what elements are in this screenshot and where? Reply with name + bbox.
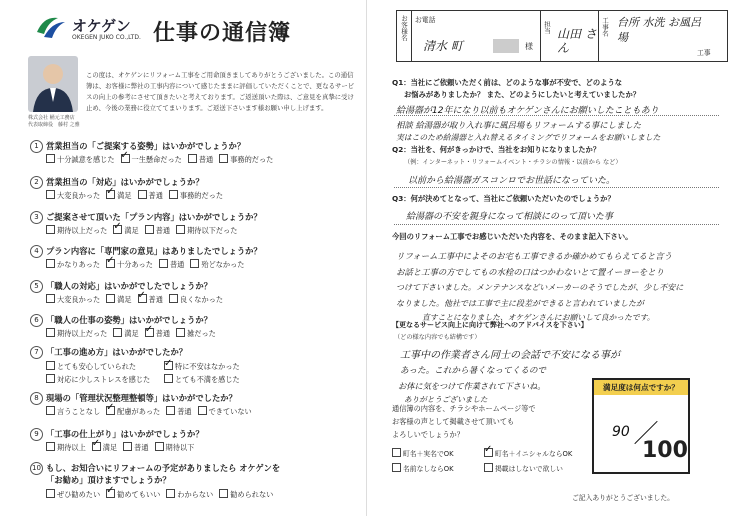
option-label: 大変良かった [57,295,101,304]
publish-option-label: 町名＋イニシャルならOK [495,450,573,458]
redacted-block [493,39,519,53]
intro-text: この度は、オケゲンにリフォーム工事をご用命頂きましてありがとうございました。この通信簿は、お客様に弊社の工事内容について感じたままに評価していただくことで、更なるサービスの向上の参考にさせて頂きたいと考えております。ご返送頂いた際は、ご意見を真摯に受け止め、今後の業務に役立ててまいります。ご返送下さいます様お願い申し上げます。 [86,71,355,112]
checkbox[interactable] [176,225,185,234]
question-number: 3 [30,211,43,224]
option-label: 十分誠意を感じた [57,155,115,164]
checkbox[interactable] [484,448,493,457]
checkbox[interactable] [46,374,55,383]
checkbox[interactable] [46,154,55,163]
checkbox[interactable] [166,406,175,415]
question-options [46,225,243,236]
customer-name: 清水 町 [423,39,463,53]
answer-4d: なりました。他社では工事で主に段差ができると言われていましたが [396,299,644,308]
option-label: 勧められない [230,490,274,499]
question-text: 「職人の対応」はいかがでしたでしょうか？ [46,281,212,291]
option-label: 満足 [117,295,132,304]
option-label: 殆どなかった [201,260,245,269]
answer-4b: お話と工事の方でしてもの水栓の口はつかわないとて置イーヨーをとり [396,267,664,277]
option-label: 普通 [177,407,192,416]
question-text: 営業担当の「ご提案する姿勢」はいかがでしょうか？ [46,141,246,151]
answer-4e: 直すことになりました、オケゲンさんにお願いして良かったです。 [422,313,655,322]
question-number: 1 [30,140,43,153]
checkbox[interactable] [188,154,197,163]
option-label: 満足 [102,443,118,452]
question-options [46,489,279,500]
score-label: 満足度は何点ですか？ [594,380,688,395]
option-item[interactable] [46,190,100,201]
checkbox[interactable] [392,463,401,472]
option-label: 期待以下だった [187,226,238,235]
option-label: ぜひ勧めたい [57,490,101,499]
q6-text-b: お客様の声として掲載させて頂いても [392,417,515,426]
option-label: 期待以下 [165,443,195,452]
checkbox[interactable] [198,406,207,415]
option-item[interactable] [113,225,138,236]
rule [394,187,719,188]
answer-3: 給湯器の不安を親身になって相談にのって頂いた事 [406,212,613,222]
page-title: 仕事の通信簿 [153,21,292,46]
checkbox[interactable] [138,190,147,199]
work-suffix: 工事 [697,49,711,57]
option-label: 配慮があった [117,407,161,416]
option-item[interactable] [46,154,115,165]
checkbox[interactable] [46,259,55,268]
question-options [46,190,229,201]
option-item[interactable] [123,442,148,453]
publish-option-1[interactable] [392,448,454,458]
option-label: 期待以上だった [57,329,108,338]
option-label: 普通 [148,295,163,304]
option-item[interactable] [138,294,163,305]
checkbox[interactable] [106,406,115,415]
checkbox[interactable] [155,442,164,451]
checkbox[interactable] [190,259,199,268]
option-item[interactable] [106,294,131,305]
answer-5a: 工事中の作業者さん同士の会話で不安になる事が [400,350,620,361]
brand-sub: OKEGEN JUKO CO.,LTD. [72,34,141,41]
question-text: 現場の「管理状況整理整頓等」はいかがでしたか？ [46,393,237,403]
option-label: 満足 [124,226,139,235]
option-item[interactable] [106,190,131,201]
q2-sub: （例：インターネット・リフォームイベント・チラシの情報・以前から など） [404,159,622,166]
checkbox[interactable] [92,442,101,451]
option-item[interactable] [113,328,138,339]
caption-company: 株式会社 桶元工務店 [28,115,75,121]
checkbox[interactable] [106,294,115,303]
checkbox[interactable] [392,448,401,457]
honorific: 様 [525,42,533,51]
answer-1b: 相談 給湯器が取り入れ事に風呂場もリフォームする事にしました [396,120,642,130]
q4-text: 今回のリフォーム工事でお感じいただいた内容を、そのまま記入下さい。 [392,232,633,241]
option-label: 満足 [117,191,132,200]
rule [394,224,719,225]
question-text: 「工事の仕上がり」はいかがでしょうか？ [46,429,204,439]
question-options [46,259,250,270]
question-options [46,406,258,417]
option-item[interactable] [46,442,86,453]
question-text: 「工事の進め方」はいかがでしたか？ [46,347,188,357]
q5-sub: （どの様な内容でも結構です） [394,334,481,341]
answer-2: 以前から給湯器ガスコンロでお世話になっていた。 [408,176,616,186]
answer-5d: ありがとうございました [404,395,488,404]
score-box [592,378,690,474]
staff-name: 山田 さん [557,27,597,55]
option-label: とても安心していられた [57,362,137,371]
score-given: 90 [612,424,630,440]
option-item[interactable] [106,406,160,417]
option-item[interactable] [46,225,107,236]
thanks-text: ご記入ありがとうございました。 [572,494,674,502]
checkbox[interactable] [46,489,55,498]
customer-label: お客様名 [400,15,408,41]
option-item[interactable] [219,154,273,165]
work-name: 台所 水洗 お風呂場 [617,16,701,44]
question-text: もし、お知合いにリフォームの予定がありましたら オケゲンを「お勧め」頂けますでしょうか？ [46,463,281,485]
option-item[interactable] [198,406,252,417]
option-item[interactable] [164,373,276,386]
option-item[interactable] [169,294,223,305]
answer-5b: あった。これから暑くなってくるので [400,366,547,376]
publish-option-4[interactable] [484,463,563,473]
checkbox[interactable] [219,154,228,163]
option-item[interactable] [176,328,216,339]
option-item[interactable] [164,360,276,373]
option-item[interactable] [138,190,163,201]
option-label: 普通 [169,260,185,269]
option-label: 普通 [134,443,149,452]
q1-text: Q1：当社にご依頼いただく前は、どのような事が不安で、どのような [392,78,623,87]
option-item[interactable] [155,442,195,453]
checkbox[interactable] [46,442,55,451]
checkbox[interactable] [46,361,55,370]
option-item[interactable] [159,259,184,270]
option-item[interactable] [46,406,100,417]
option-item[interactable] [121,154,182,165]
question-number: 6 [30,314,43,327]
option-label: できていない [208,407,252,416]
brand-name: オケゲン [72,17,131,35]
option-item[interactable] [46,294,100,305]
score-max: 100 [642,438,688,463]
president-photo [28,56,78,112]
question-number: 8 [30,392,43,405]
caption-name: 代表取締役 藤村 之雅 [28,122,80,128]
q6-text-c: よろしいでしょうか？ [392,430,464,439]
work-label: 工事名 [601,17,609,37]
fold-line [366,0,367,516]
question-options [46,328,222,339]
option-label: 大変良かった [57,191,101,200]
option-item[interactable] [46,259,100,270]
option-label: 十分あった [117,260,153,269]
checkbox[interactable] [106,259,115,268]
q3-text: Q3：何が決めてとなって、当社にご依頼いただいたのでしょうか？ [392,194,615,203]
option-item[interactable] [219,489,273,500]
answer-4a: リフォーム工事中によそのお宅も工事できるか確かめてもらえてると言う [396,251,672,261]
option-item[interactable] [176,225,237,236]
answer-1c: 実はこのため給湯器と入れ替えるタイミングでリフォームをお願いしました [396,133,661,142]
option-label: 満足 [124,329,139,338]
checkbox[interactable] [166,489,175,498]
option-label: 普通 [198,155,214,164]
q2-text: Q2：当社を、何がきっかけで、当社をお知りになりましたか？ [392,145,601,154]
option-item[interactable] [145,328,170,339]
q5-text: 【更なるサービス向上に向けて弊社へのアドバイスを下さい】 [392,321,588,329]
question-number: 4 [30,245,43,258]
option-label: かなりあった [57,260,101,269]
option-item[interactable] [188,154,213,165]
question-number: 7 [30,346,43,359]
option-item[interactable] [92,442,117,453]
answer-1a: 給湯器が12年になり以前もオケゲンさんにお願いしたこともあり [396,106,659,116]
checkbox[interactable] [159,259,168,268]
checkbox[interactable] [169,294,178,303]
checkbox[interactable] [145,225,154,234]
checkbox[interactable] [164,374,173,383]
question-options [46,154,279,165]
answer-5c: お体に気をつけて作業されて下さいね。 [398,381,546,391]
option-item[interactable] [106,489,160,500]
right-page [382,0,730,516]
checkbox[interactable] [46,225,55,234]
option-item[interactable] [46,360,158,373]
option-item[interactable] [46,373,158,386]
option-item[interactable] [166,406,191,417]
option-label: 雑だった [187,329,216,338]
checkbox[interactable] [46,328,55,337]
publish-option-2[interactable] [484,448,572,458]
question-options [46,294,229,305]
question-number: 2 [30,176,43,189]
checkbox[interactable] [169,190,178,199]
option-label: わからない [177,490,214,499]
publish-option-label: 町名＋実名でOK [403,450,454,458]
publish-option-label: 名前なしならOK [403,465,454,473]
question-text: 営業担当の「対応」はいかがでしょうか？ [46,177,204,187]
option-item[interactable] [190,259,244,270]
checkbox[interactable] [106,190,115,199]
q1-text-b: お悩みがありましたか？ また、どのようにしたいと考えていましたか？ [404,90,641,99]
question-text: 「職人の仕事の姿勢」はいかがでしょうか？ [46,315,212,325]
checkbox[interactable] [164,361,173,370]
checkbox[interactable] [145,328,154,337]
question-number: 5 [30,280,43,293]
checkbox[interactable] [219,489,228,498]
phone-label: お電話 [415,16,436,24]
option-label: 期待以上 [57,443,86,452]
checkbox[interactable] [106,489,115,498]
checkbox[interactable] [484,463,493,472]
option-item[interactable] [169,190,223,201]
publish-option-label: 掲載はしないで欲しい [495,465,563,473]
person-icon [28,56,78,112]
checkbox[interactable] [46,406,55,415]
option-label: 一生懸命だった [131,155,182,164]
option-label: 良くなかった [179,295,224,304]
answer-4c: つけて下さいました。メンテナンスなどいメーカーのそうでしたが、少し不安に [396,283,684,292]
option-item[interactable] [46,489,100,500]
checkbox[interactable] [46,294,55,303]
option-item[interactable] [46,328,107,339]
checkbox[interactable] [46,190,55,199]
option-label: 事務的だった [230,155,274,164]
checkbox[interactable] [123,442,132,451]
question-text: プラン内容に「専門家の意見」はありましたでしょうか？ [46,246,262,256]
question-text: ご提案させて頂いた「プラン内容」はいかがでしょうか？ [46,212,262,222]
option-label: 言うことなし [57,407,101,416]
question-number: 9 [30,428,43,441]
option-label: 事務的だった [179,191,224,200]
option-item[interactable] [106,259,153,270]
option-item[interactable] [166,489,213,500]
option-label: 期待以上だった [57,226,108,235]
question-options [46,360,286,386]
checkbox[interactable] [138,294,147,303]
publish-option-3[interactable] [392,463,454,473]
option-label: 普通 [155,329,171,338]
left-page [0,0,360,516]
question-number: 10 [30,462,43,475]
option-label: 特に不安はなかった [175,362,240,371]
logo-mark-icon [34,12,68,42]
option-label: 普通 [155,226,171,235]
checkbox[interactable] [176,328,185,337]
q6-text-a: 通信簿の内容を、チラシやホームページ等で [392,404,536,413]
option-label: 対応に少しストレスを感じた [57,375,151,384]
option-label: 勧めてもいい [117,490,161,499]
question-options [46,442,200,453]
checkbox[interactable] [121,154,130,163]
option-label: とても不満を感じた [175,375,240,384]
staff-label: 担当 [543,21,551,34]
option-item[interactable] [145,225,170,236]
customer-header [396,10,728,62]
checkbox[interactable] [113,328,122,337]
option-label: 普通 [148,191,163,200]
checkbox[interactable] [113,225,122,234]
